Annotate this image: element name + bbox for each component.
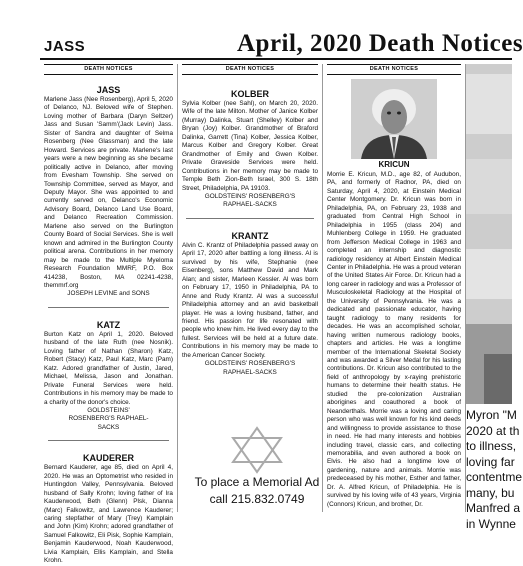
column-header: DEATH NOTICES [44, 64, 173, 75]
page-title: April, 2020 Death Notices [237, 30, 523, 57]
funeral-home: GOLDSTEINS' ROSENBERG'S RAPHAEL-SACKS [204, 192, 296, 209]
funeral-home: GOLDSTEINS' ROSENBERG'S RAPHAEL-SACKS [204, 360, 296, 376]
text-line: to illness, [466, 439, 517, 453]
obituary-text: Marlene Jass (Nee Rosenberg), April 5, 2020 of Delanco, NJ. Beloved wife of Stephen. Loving mother of Barbara (Daryn Seltzer) Jass and Susan 'Samm'(Jack Levin) Jass. Sister of Sandra and daughter of Selma Rosenberg (Nee Glassman) and the late Howard. Services are private. Marlene's last years were a new beginning as she became politically active in Delanco, after moving from Evesham Township. She served on Township Committee, served as Mayor, and Deputy Mayor. She was appointed to and currently served on, Delanco's Economic Advisory Board, Delanco Land Use Board, and Delanco Recreation Commission. Marlene also served on the Burlington County Board of Social Services. She is well known and admired in the Burlington County political arena. Contributions in her memory may be made to the Multiple Myeloma Research Foundation MMRF, P.O. Box 414238, Boston, MA 02241-4238, themmrf.org [44, 96, 173, 289]
cut-off-obituary-text [466, 408, 523, 531]
divider [186, 218, 314, 219]
divider [48, 307, 169, 308]
obituary-name: KRANTZ [231, 230, 269, 241]
obituary-katz [44, 320, 173, 432]
obituary-text: Burton Katz on April 1, 2020. Beloved husband of the late Ruth (nee Nosnik). Loving father of Nathan (Sharon) Katz, Robert (Stacy) Katz, Paul Katz, Marc (Pam) Katz. Adored grandfather of Justin, Jared, Michael, Melissa, Jason and Jonathan. Private Funeral Services were held. Contributions in his memory may be made to a charity of the donor's choice. [44, 330, 173, 406]
header-rule [40, 58, 512, 60]
funeral-home: GOLDSTEINS' ROSENBERG'S RAPHAEL-SACKS [68, 406, 149, 431]
obituary-text: Bernard Kauderer, age 85, died on April 4, 2020. He was an Optometrist who resided in Huntingdon Valley, Pennsylvania. Beloved husband of Sally Krohn; loving father of Ira Kauderwood, Beth (Glenn) Plsk, Dianna (Marc) Falkowitz, and Lawrence Kauderer; caring stepfather of Mary (Trey) Kamplain and John (Kim) Krohn; adored grandfather of Samuel Falkowitz, Eli Pisk, Sophie Kamplain, Benjamin Kauderwood, Noah Kauderwood, Livia Kamplain, Ellis Kamplain, and Stella Krohn. [44, 464, 173, 565]
text-line: in Wynne [466, 516, 516, 531]
right-column [327, 64, 461, 512]
obituary-kolber [182, 89, 318, 210]
divider [48, 440, 169, 441]
photo-caption: KRICUN [378, 160, 410, 169]
ad-text: To place a Memorial Ad [194, 475, 320, 489]
obituary-krantz [182, 231, 318, 377]
text-line: loving far [466, 454, 515, 469]
text-line: 2020 at th [466, 423, 520, 438]
obituary-text: Morrie E. Kricun, M.D., age 82, of Audubon, PA, and formerly of Radnor, PA, died on Saturday, April 4, 2020, at Einstein Medical Center Montgomery. Dr. Kricun was born in Philadelphia, PA, on February 23, 1938 and graduated from Central High School in Philadelphia in 1955 (class 204) and Muhlenberg College in 1959. He graduated from Jefferson Medical College in 1963 and completed an internship and diagnostic radiology residency at Albert Einstein Medical Center in Philadelphia. He was a proud veteran of the United States Air Force. Dr. Kricun had a long career in radiology and was a Professor of Musculoskeletal Radiology at the Hospital of the University of Pennsylvania. He was a dedicated and passionate educator, having taught radiology to many residents for decades. He was an accomplished scholar, having written numerous radiology books, chapters and articles. He was a longtime member of the International Skeletal Society and was awarded a Silver Medal for his lasting contributions. Dr. Kricun also contributed to the field of anthropology by x-raying prehistoric humans to determine their health status. He studied the pre-colonization Australian aborigines and coauthored a book of Neanderthals. Morrie was a loving and caring person who was well known for his kind deeds and willingness to provide assistance to those in need. He had many interests and hobbies including travel, classic cars, and collecting memorabilia, and even authored a book on Elvis. He also had a longtime love of gardening, nature and animals. Morrie was predeceased by his mother, Esther and father, Dr. A. Alfred Kricun, of Philadelphia. He is survived by his loving wife of 43 years, Virginia (Connors) Kricun, and brother, Dr. [327, 171, 461, 508]
text-line: many, bu [466, 485, 515, 500]
star-of-david-icon [227, 426, 287, 474]
obituary-name: KATZ [96, 319, 121, 330]
funeral-home: JOSEPH LEVINE and SONS [67, 290, 150, 298]
text-line: Manfred a [466, 501, 521, 515]
cropped-photo [466, 64, 512, 404]
text-line: Myron "M [466, 408, 517, 422]
column-header: DEATH NOTICES [327, 64, 461, 75]
text-line: contentme [466, 470, 523, 484]
left-column [44, 64, 173, 565]
obituary-name: KOLBER [231, 89, 269, 99]
middle-column [182, 64, 318, 422]
column-header: DEATH NOTICES [182, 64, 318, 75]
portrait-photo [351, 79, 437, 159]
obituary-name: JASS [96, 85, 121, 95]
obituary-kauderer [44, 453, 173, 565]
obituary-text: Sylvia Kolber (nee Sahl), on March 20, 2020. Wife of the late Milton. Mother of Janice Kolber (Murray) Dalinka, Stuart (Shelley) Kolber and Bryan (Joy) Kolber. Grandmother of Braford Dalinka, Garrett (Tina) Kolber, Jessica Kolber, Marcus Kolber and Gregory Kolber. Great Grandmother of Emily and Gwen Kolber. Private Graveside Services were held. Contributions in her memory may be made to Temple Beth Zion-Beth Israel, 300 S. 18th Street, Philadelphia, PA 19103. [182, 100, 318, 192]
obituary-jass [44, 85, 173, 299]
memorial-ad [182, 426, 332, 512]
portrait-image [351, 79, 437, 159]
ad-phone: call 215.832.0749 [209, 492, 305, 506]
cropped-photo-image [466, 64, 512, 404]
obituary-name: KAUDERER [82, 453, 134, 464]
page-label: JASS [44, 38, 86, 55]
obituary-text: Alvin C. Krantz of Philadelphia passed away on April 17, 2020 after battling a long illness. Al is survived by his wife, Stephanie (nee Eisenberg), sons Matthew David and Mark Alan; and sister, Marleen Kessler. Al was born on February 17, 1950 in Philadelphia, PA to Anne and Rudy Krantz. Al was a successful Philadelphia attorney and an avid basketball player. He was a loving husband, father, and friend. His passion for life resonated with people who knew him. He lived every day to the fullest. Services will be held at a future date. Contributions in his memory may be made to the American Cancer Society. [182, 241, 318, 359]
column-divider [177, 64, 178, 512]
